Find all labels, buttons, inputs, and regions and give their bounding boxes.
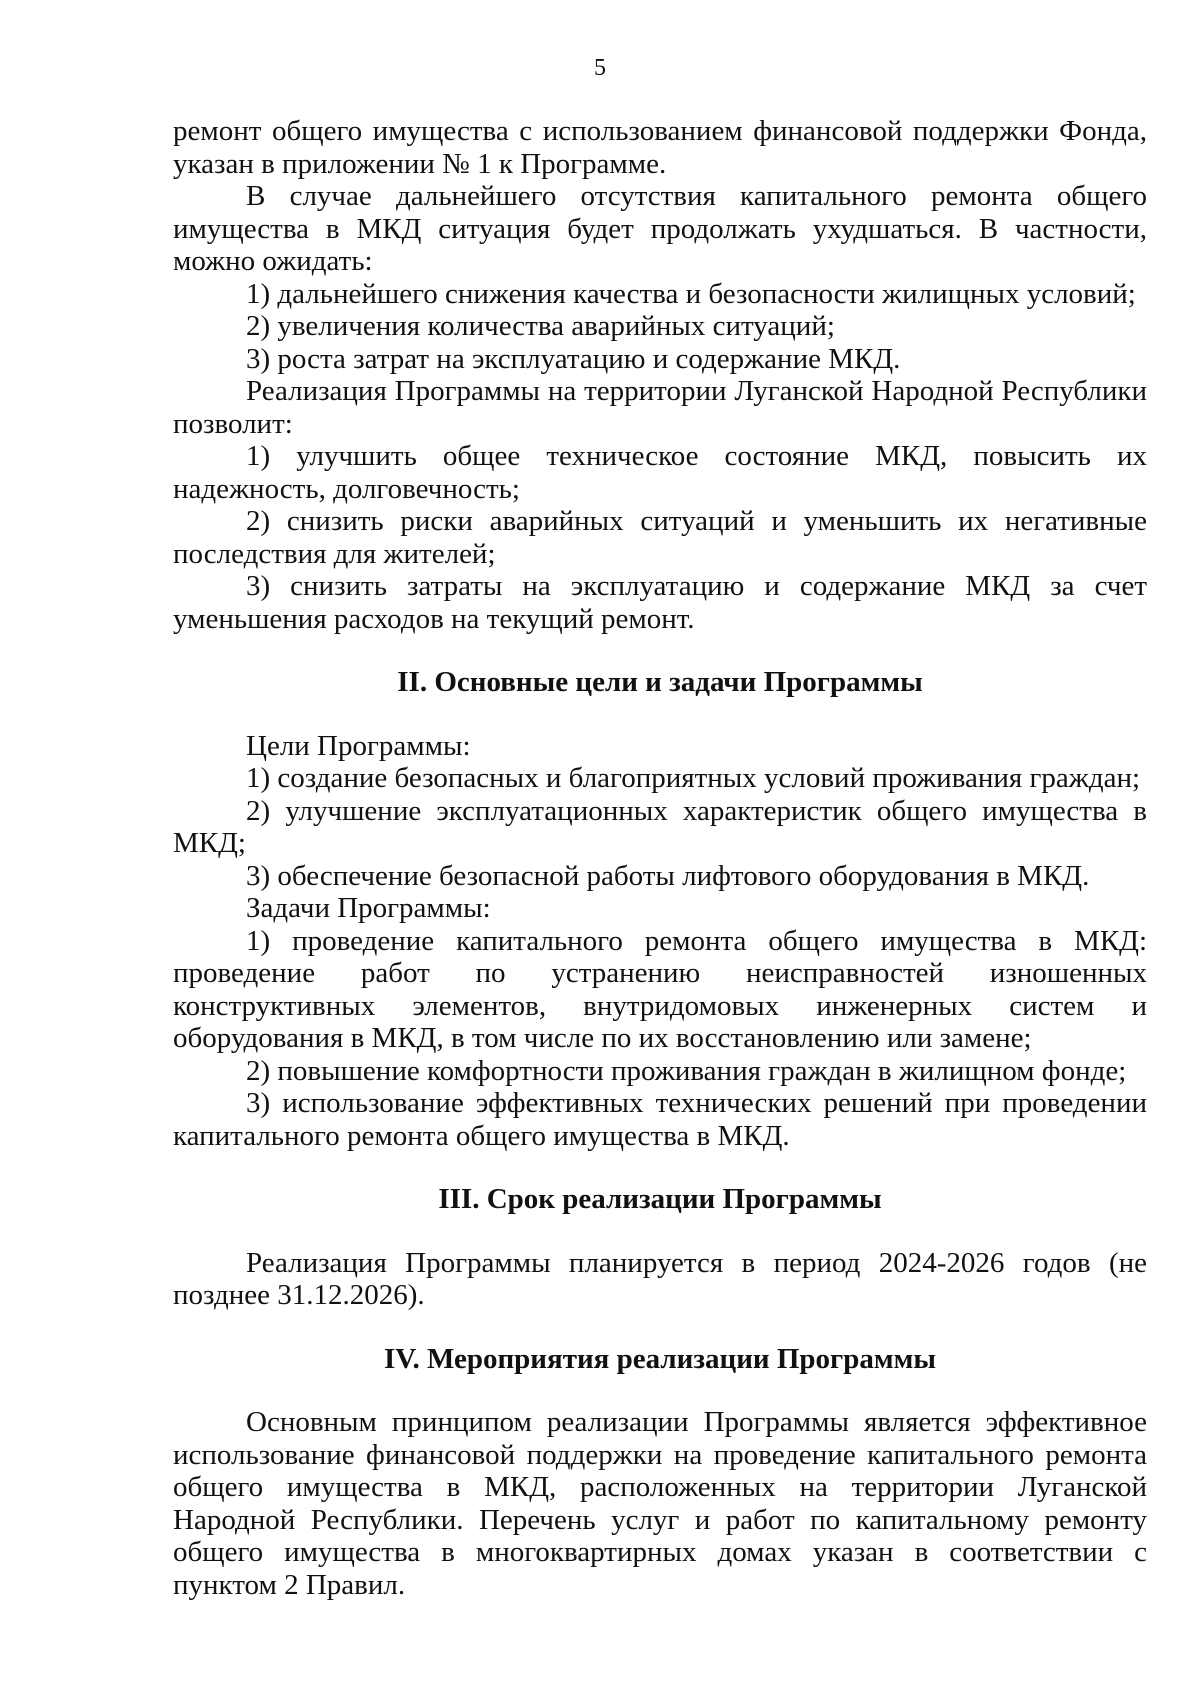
list-item: 1) создание безопасных и благоприятных условий проживания граждан; [246, 762, 1141, 794]
paragraph: Цели Программы: [246, 729, 471, 762]
list-item: 2) улучшение эксплуатационных характеристик общего имущества в МКД; [173, 794, 1147, 859]
list-item: 1) дальнейшего снижения качества и безопасности жилищных условий; [246, 277, 1136, 310]
list-item: 1) улучшить общее техническое состояние МКД, повысить их надежность, долговечность; [173, 440, 1147, 505]
page-number: 5 [594, 55, 606, 81]
list-item: 3) использование эффективных технических решений при проведении капитального ремонта общего имущества в МКД. [173, 1087, 1147, 1152]
list-item: 3) роста затрат на эксплуатацию и содержание МКД. [246, 342, 901, 375]
paragraph: Задачи Программы: [246, 892, 491, 924]
section-heading-goals: II. Основные цели и задачи Программы [397, 666, 923, 698]
list-item: 3) обеспечение безопасной работы лифтового оборудования в МКД. [246, 859, 1090, 892]
paragraph: Основным принципом реализации Программы является эффективное использование финансовой поддержки на проведение капитального ремонта общего имущества в МКД, расположенных на территории Луганской Народной Республики. Перечень услуг и работ по капитальному ремонту общего имущества в многоквартирных домах указан в соответствии с пунктом 2 Правил. [173, 1406, 1147, 1601]
list-item: 3) снизить затраты на эксплуатацию и содержание МКД за счет уменьшения расходов на текущий ремонт. [173, 570, 1147, 635]
paragraph: Реализация Программы планируется в период 2024-2026 годов (не позднее 31.12.2026). [173, 1246, 1147, 1311]
paragraph: В случае дальнейшего отсутствия капитального ремонта общего имущества в МКД ситуация будет продолжать ухудшаться. В частности, можно ожидать: [173, 180, 1147, 277]
section-heading-term: III. Срок реализации Программы [438, 1183, 882, 1215]
section-heading-measures: IV. Мероприятия реализации Программы [383, 1342, 936, 1375]
document-body [173, 115, 1147, 1601]
list-item: 2) увеличения количества аварийных ситуаций; [246, 310, 835, 342]
paragraph: ремонт общего имущества с использованием финансовой поддержки Фонда, указан в приложении № 1 к Программе. [173, 115, 1147, 180]
list-item: 2) снизить риски аварийных ситуаций и уменьшить их негативные последствия для жителей; [173, 505, 1147, 570]
list-item: 2) повышение комфортности проживания граждан в жилищном фонде; [246, 1054, 1127, 1087]
paragraph: Реализация Программы на территории Луганской Народной Республики позволит: [173, 375, 1147, 440]
list-item: 1) проведение капитального ремонта общего имущества в МКД: проведение работ по устранению неисправностей изношенных конструктивных элементов, внутридомовых инженерных систем и оборудования в МКД, в том числе по их восстановлению или замене; [173, 924, 1147, 1054]
